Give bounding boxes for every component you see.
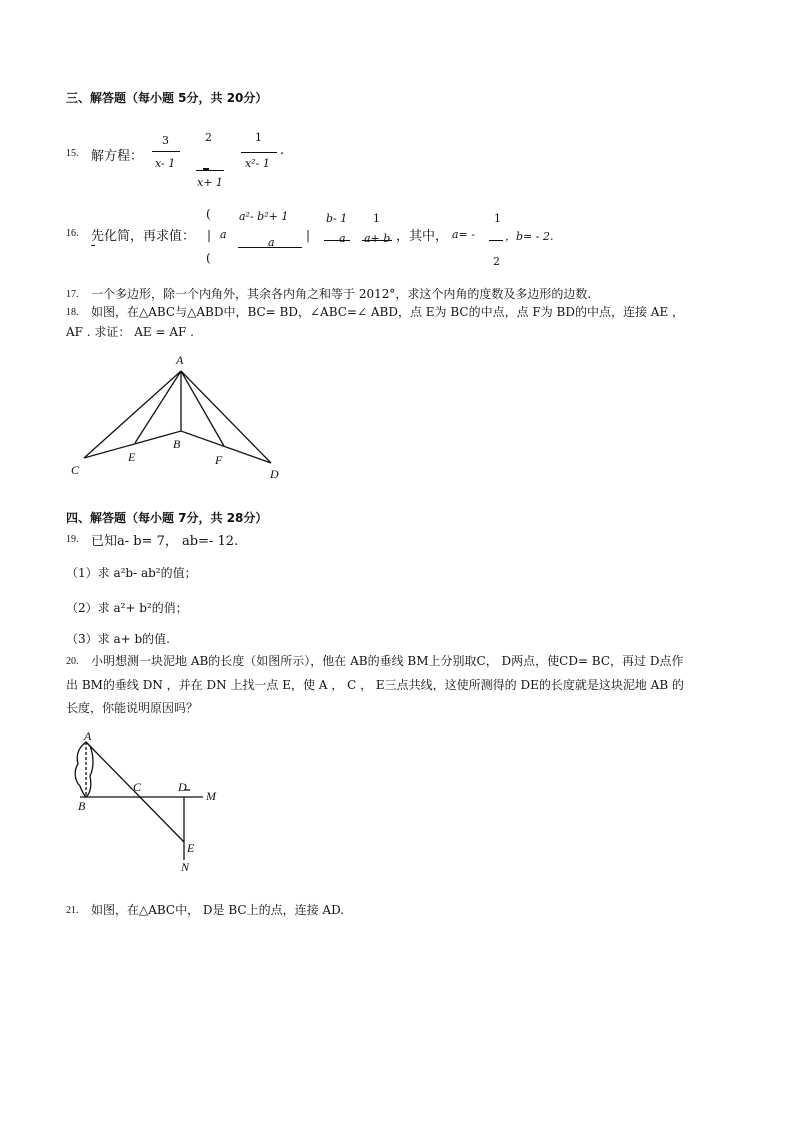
a-value-denominator: 2 [493,255,500,268]
fraction-2-numerator: b- 1 [326,212,348,225]
question-19-number: 19. [66,534,79,545]
question-20-line-3: 长度，你能说明原因吗？ [66,701,199,715]
label-d: D [178,780,187,794]
fraction-2-numerator: 2 [205,131,212,144]
label-e: E [128,450,136,464]
question-number: 15. [66,148,79,159]
question-20-line-2: 出 BM的垂线 DN ，并在 DN 上找一点 E，使 A ， C ， E三点共线，这使所测得的 DE的长度就是这块泥地 AB 的 [66,678,684,692]
fraction-1-denominator: x- 1 [155,157,176,170]
fraction-3-denominator: a+ b [364,232,391,245]
fraction-denominator: a [268,236,275,249]
question-21-number: 21. [66,905,79,916]
question-number: 16. [66,228,79,239]
label-d: D [270,467,279,481]
section-3-title: 三、解答题（每小题 5分，共 20分） [66,91,268,105]
label-n: N [181,860,190,874]
fraction-3-numerator: 1 [255,131,262,144]
question-21-text: 如图，在△ABC中， D是 BC上的点，连接 AD. [91,903,345,917]
label-c: C [133,780,142,794]
question-20-number: 20. [66,656,79,667]
question-19-text: 已知a- b= 7， ab=- 12. [91,534,239,549]
label-f: F [215,453,223,467]
paren-top-left: ( [206,207,211,221]
label-e: E [187,841,195,855]
question-17-text: 一个多边形，除一个内角外，其余各内角之和等于 2012°，求这个内角的度数及多边形的边数. [91,287,592,301]
label-b: B [78,799,86,813]
fraction-2-denominator: x+ 1 [197,176,223,189]
fraction-3-numerator: 1 [373,212,380,225]
label-b: B [173,437,181,451]
question-19-part-1: （1）求 a²b- ab²的值； [66,566,197,580]
condition-text: ，其中， [396,229,449,244]
a-value-numerator: 1 [494,212,501,225]
question-19-part-2: （2）求 a²+ b²的俏； [66,601,188,615]
question-20-line-1: 小明想测一块泥地 AB的长度（如图所示），他在 AB的垂线 BM上分别取C， D两点，使CD= BC，再过 D点作 [91,654,684,668]
question-end: . [280,143,285,158]
question-18-line-1: 如图，在△ABC与△ABD中，BC= BD，∠ABC=∠ ABD，点 E为 BC的中点，点 F为 BD的中点，连接 AE ， [91,305,685,319]
question-label: 解方程： [91,149,144,164]
a-value: a= - [452,228,475,241]
question-label: 先化简，再求值： [91,229,196,244]
mud-land-outline [75,742,93,797]
question-18-number: 18. [66,307,79,318]
label-a: A [176,353,184,367]
paren-mid-right: | [306,228,311,242]
fraction-1-numerator: 3 [162,134,169,147]
paren-bottom-left: ( [206,251,211,265]
fraction-numerator: a²- b²+ 1 [239,210,289,223]
label-a: A [84,729,92,743]
term-a: a [220,228,227,241]
b-value: ，b= - 2. [505,230,554,243]
fraction-2-denominator: a [339,232,346,245]
paren-mid-left: | [207,228,212,242]
section-4-title: 四、解答题（每小题 7分，共 28分） [66,511,268,525]
question-17-number: 17. [66,289,79,300]
fraction-3-denominator: x²- 1 [245,157,270,170]
label-c: C [71,463,80,477]
label-m: M [206,789,216,803]
question-18-line-2: AF . 求证： AE = AF . [66,325,194,339]
question-19-part-3: （3）求 a+ b的值. [66,632,170,646]
